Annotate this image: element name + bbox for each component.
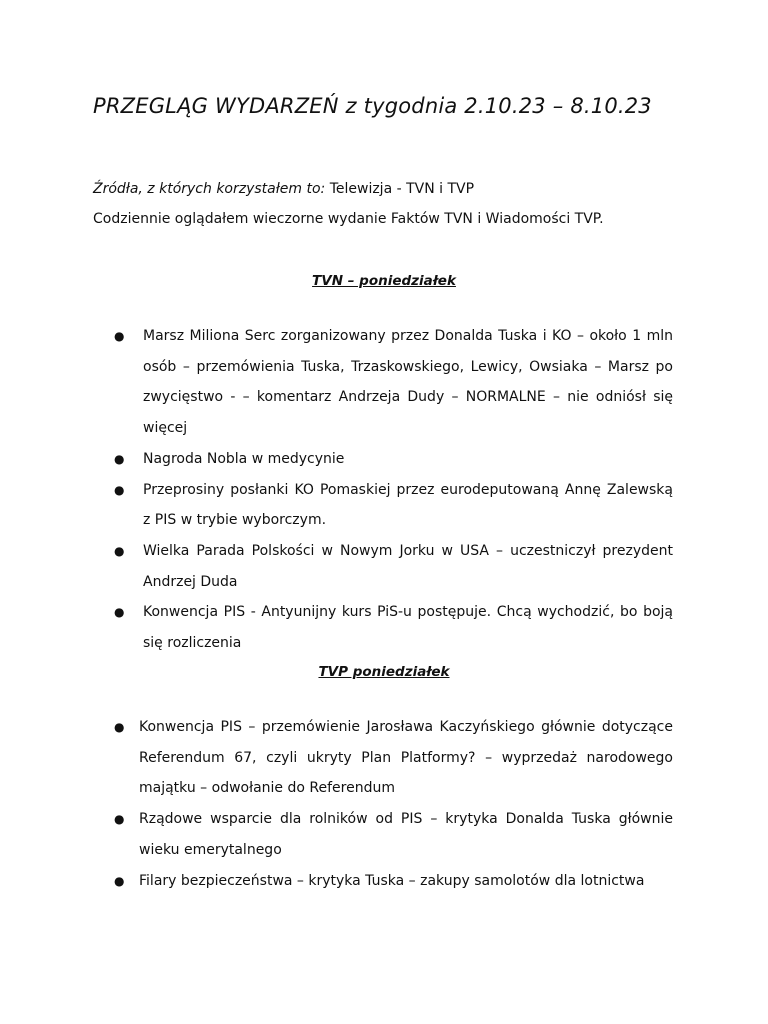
tvp-event-list (0, 712, 768, 896)
bullet-icon: ● (114, 720, 125, 734)
bullet-icon: ● (114, 451, 125, 466)
list-item (0, 804, 673, 865)
bullet-icon: ● (114, 812, 125, 827)
bullet-icon: ● (114, 482, 125, 497)
list-item-text: Przeprosiny posłanki KO Pomaskiej przez eurodeputowaną Annę Zalewską z PIS w trybie wyborczym. (143, 481, 673, 529)
list-item (0, 866, 673, 897)
bullet-icon: ● (114, 605, 125, 620)
list-item-text: Nagroda Nobla w medycynie (143, 450, 345, 467)
list-item (0, 444, 673, 475)
section-heading-tvn: TVN – poniedziałek (312, 273, 456, 289)
list-item (0, 536, 673, 597)
bullet-icon: ● (114, 543, 125, 558)
sources-value: Telewizja - TVN i TVP (325, 181, 475, 197)
tvn-event-list (0, 321, 768, 659)
section-heading-tvp: TVP poniedziałek (318, 664, 450, 680)
list-item (0, 475, 673, 536)
list-item-text: Konwencja PIS – przemówienie Jarosława Kaczyńskiego głównie dotyczące Referendum 67, czyli ukryty Plan Platformy? – wyprzedaż narodowego majątku – odwołanie do Referendum (139, 719, 673, 797)
list-item-text: Filary bezpieczeństwa – krytyka Tuska – zakupy samolotów dla lotnictwa (139, 872, 645, 889)
list-item (0, 597, 673, 658)
daily-note: Codziennie oglądałem wieczorne wydanie Faktów TVN i Wiadomości TVP. (93, 211, 604, 227)
sources-label: Źródła, z których korzystałem to: (93, 181, 326, 197)
list-item-text: Konwencja PIS - Antyunijny kurs PiS-u postępuje. Chcą wychodzić, bo boją się rozliczenia (143, 604, 673, 652)
list-item-text: Marsz Miliona Serc zorganizowany przez Donalda Tuska i KO – około 1 mln osób – przemówienia Tuska, Trzaskowskiego, Lewicy, Owsiaka – Marsz po zwycięstwo - – komentarz Andrzeja Dudy – NORMALNE – nie odniósł się więcej (143, 328, 673, 437)
list-item (0, 712, 673, 804)
list-item-text: Wielka Parada Polskości w Nowym Jorku w USA – uczestniczył prezydent Andrzej Duda (143, 542, 673, 590)
document-title: PRZEGLĄG WYDARZEŃ z tygodnia 2.10.23 – 8.10.23 (93, 94, 652, 118)
sources-line (93, 181, 693, 197)
bullet-icon: ● (114, 873, 125, 888)
list-item-text: Rządowe wsparcie dla rolników od PIS – krytyka Donalda Tuska głównie wieku emerytalnego (139, 811, 673, 858)
list-item (0, 321, 673, 444)
bullet-icon: ● (114, 329, 125, 343)
